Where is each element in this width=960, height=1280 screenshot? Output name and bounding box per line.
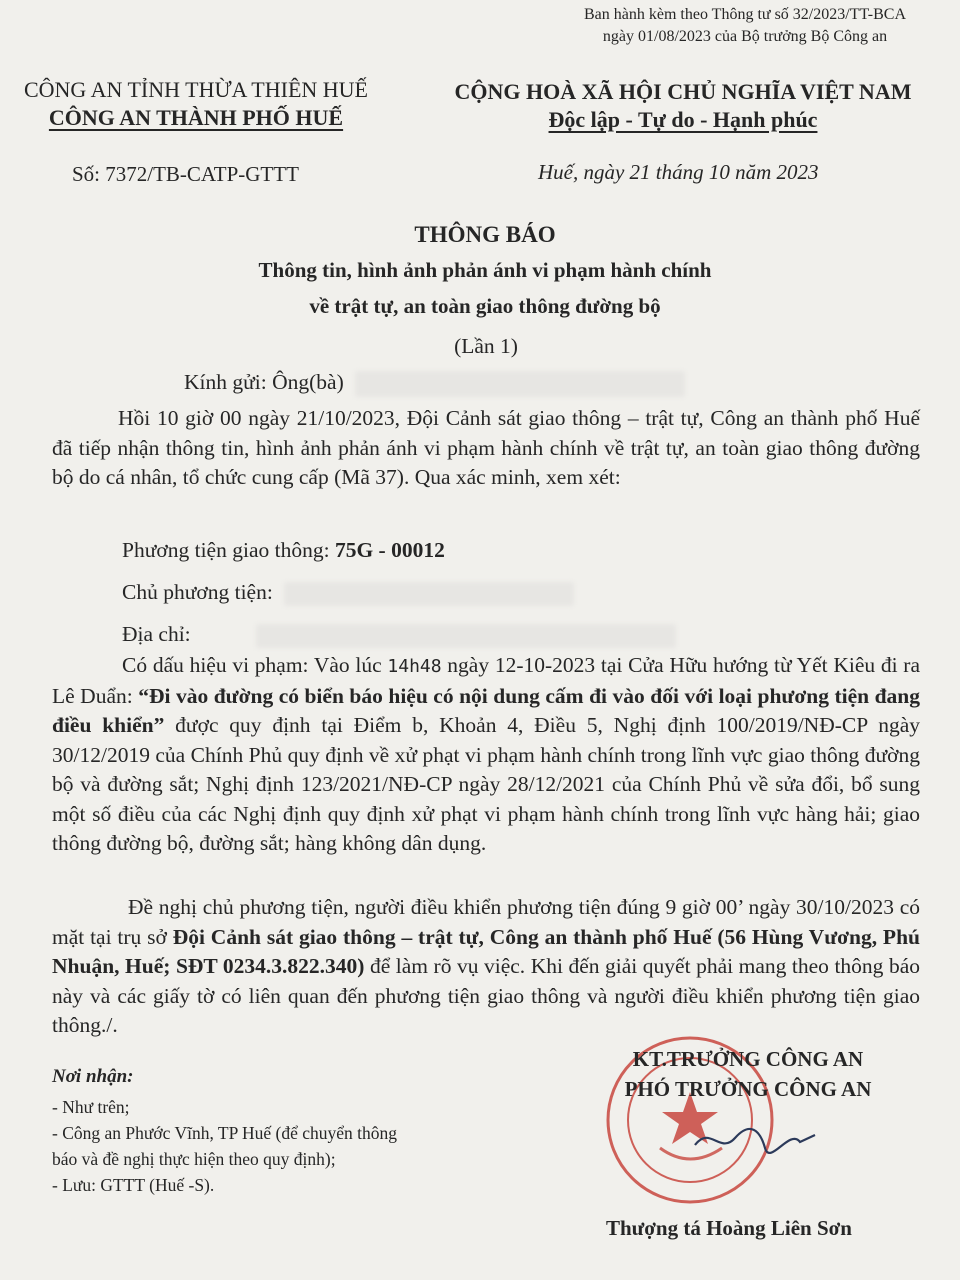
place-date: Huế, ngày 21 tháng 10 năm 2023: [538, 160, 819, 184]
redacted-owner: [284, 582, 574, 606]
nation-title: CỘNG HOÀ XÃ HỘI CHỦ NGHĨA VIỆT NAM: [454, 79, 912, 104]
signature-line2: PHÓ TRƯỞNG CÔNG AN: [624, 1077, 872, 1101]
issue-number: (Lần 1): [454, 334, 518, 358]
address-label: Địa chỉ:: [122, 622, 191, 646]
motto: Độc lập - Tự do - Hạnh phúc: [548, 107, 818, 132]
document-number: Số: 7372/TB-CATP-GTTT: [72, 162, 299, 186]
recipients-title: Nơi nhận:: [52, 1066, 134, 1087]
doc-subtitle-line1: Thông tin, hình ảnh phản ánh vi phạm hành chính: [258, 258, 712, 282]
owner-label: Chủ phương tiện:: [122, 580, 273, 604]
vehicle-line: [122, 536, 445, 565]
signer-name: Thượng tá Hoàng Liên Sơn: [606, 1216, 852, 1240]
intro-paragraph: Hồi 10 giờ 00 ngày 21/10/2023, Đội Cảnh sát giao thông – trật tự, Công an thành phố Huế đã tiếp nhận thông tin, hình ảnh phản ánh vi phạm hành chính về trật tự, an toàn giao thông đường bộ do cá nhân, tổ chức cung cấp (Mã 37). Qua xác minh, xem xét:: [52, 406, 920, 489]
address-line: [122, 620, 676, 649]
recipient-item: - Lưu: GTTT (Huế -S).: [52, 1175, 215, 1195]
violation-time: 14h48: [387, 656, 442, 677]
signature-title: [598, 1044, 898, 1104]
request-paragraph: [52, 893, 920, 1041]
request-prefix: Đề nghị chủ phương tiện, người điều khiển phương tiện đúng 9 giờ 00’ ngày 30/10/2023 có mặt tại trụ sở: [52, 895, 920, 949]
form-note: [560, 4, 930, 48]
violation-legal-basis: được quy định tại Điểm b, Khoản 4, Điều 5, Nghị định 100/2019/NĐ-CP ngày 30/12/2019 của Chính Phủ quy định về xử phạt vi phạm hành chính trong lĩnh vực giao thông đường bộ và đường sắt; Nghị định 123/2021/NĐ-CP ngày 28/12/2021 của Chính Phủ về sửa đổi, bổ sung một số điều của các Nghị định quy định xử phạt vi phạm hành chính trong lĩnh vực hàng hải; giao thông đường bộ, đường sắt; hàng không dân dụng.: [52, 713, 920, 855]
addressee: [184, 368, 685, 397]
recipients-block: [52, 1064, 397, 1198]
agency-block: [0, 76, 392, 132]
owner-line: [122, 578, 574, 607]
addressee-label: Kính gửi: Ông(bà): [184, 370, 344, 394]
redacted-address: [256, 624, 676, 648]
license-plate: 75G - 00012: [334, 538, 445, 562]
agency-name: CÔNG AN THÀNH PHỐ HUẾ: [48, 105, 344, 130]
agency-parent: CÔNG AN TỈNH THỪA THIÊN HUẾ: [23, 77, 368, 102]
request-rest: để làm rõ vụ việc. Khi đến giải quyết phải mang theo thông báo này và các giấy tờ có liên quan đến phương tiện giao thông và người điều khiển phương tiện giao thông./.: [52, 954, 920, 1037]
form-note-line2: ngày 01/08/2023 của Bộ trưởng Bộ Công an: [602, 28, 888, 45]
handwritten-signature: [690, 1120, 820, 1160]
violation-paragraph: [52, 651, 920, 859]
form-note-line1: Ban hành kèm theo Thông tư số 32/2023/TT-BCA: [584, 6, 906, 23]
recipient-item: báo và đề nghị thực hiện theo quy định);: [52, 1149, 336, 1169]
recipient-item: - Công an Phước Vĩnh, TP Huế (để chuyển thông: [52, 1123, 398, 1143]
recipient-item: - Như trên;: [52, 1097, 130, 1117]
violation-prefix: Có dấu hiệu vi phạm: Vào lúc: [122, 653, 388, 677]
request-location: Đội Cảnh sát giao thông – trật tự, Công an thành phố Huế (56 Hùng Vương, Phú Nhuận, Huế; SĐT 0234.3.822.340): [52, 924, 920, 978]
doc-subtitle-line2: về trật tự, an toàn giao thông đường bộ: [309, 294, 661, 318]
vehicle-label: Phương tiện giao thông:: [122, 538, 335, 562]
violation-behavior: “Đi vào đường có biển báo hiệu có nội dung cấm đi vào đối với loại phương tiện đang điều khiển”: [52, 683, 920, 737]
redacted-name: [355, 371, 685, 397]
doc-title: THÔNG BÁO: [414, 222, 556, 247]
violation-location: ngày 12-10-2023 tại Cửa Hữu hướng từ Yết Kiêu đi ra Lê Duẩn:: [52, 653, 920, 708]
signature-line1: KT.TRƯỞNG CÔNG AN: [632, 1047, 864, 1071]
nation-block: [428, 78, 938, 134]
